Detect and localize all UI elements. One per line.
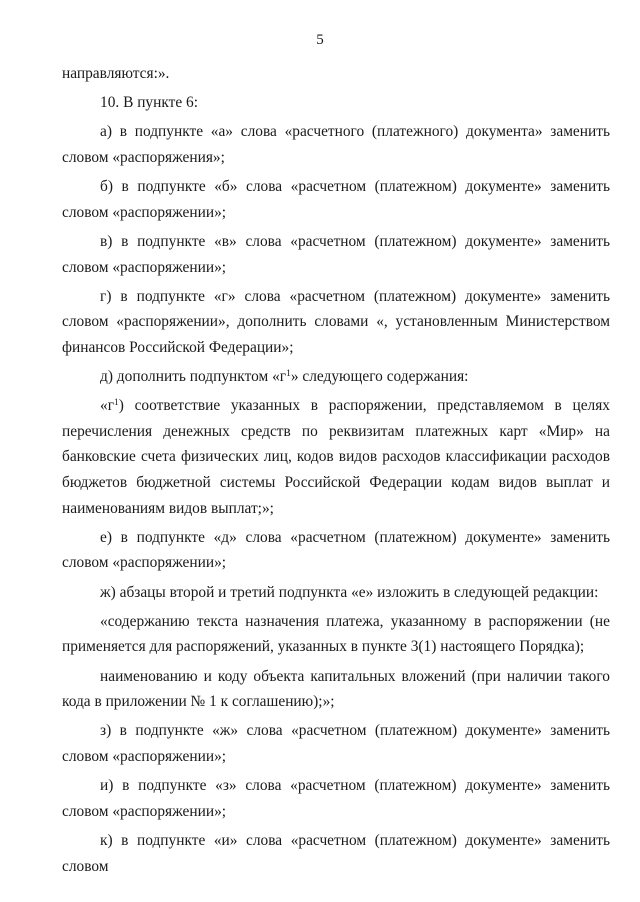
paragraph-item-10: 10. В пункте 6: (100, 94, 199, 112)
paragraph-text-part: ) соответствие указанных в распоряжении, представляемом в целях перечисления денежных средств по реквизитам платежных карт «Мир» на банковские счета физических лиц, кодов видов расходов классификации расходов бюджетов бюджетной системы Российской Федерации кодам видов выплат и наименованиям видов выплат;»; (62, 397, 610, 517)
paragraph-subitem-e: е) в подпункте «д» слова «расчетном (платежном) документе» заменить словом «распоряжении»; (62, 528, 610, 572)
document-body (62, 61, 610, 879)
paragraph-subitem-i: и) в подпункте «з» слова «расчетном (платежном) документе» заменить словом «распоряжении»; (62, 777, 610, 820)
paragraph-continuation: направляются:». (62, 65, 170, 82)
paragraph-subitem-zh: ж) абзацы второй и третий подпункта «е» изложить в следующей редакции: (100, 583, 599, 601)
paragraph-subitem-d (62, 364, 610, 390)
paragraph-subitem-v: в) в подпункте «в» слова «расчетном (платежном) документе» заменить словом «распоряжении»; (62, 232, 610, 276)
superscript-index: 1 (286, 369, 291, 380)
paragraph-text-part: «г (100, 397, 115, 415)
paragraph-subitem-a: а) в подпункте «а» слова «расчетного (платежного) документа» заменить словом «распоряжения»; (62, 123, 610, 166)
paragraph-subitem-b: б) в подпункте «б» слова «расчетном (платежном) документе» заменить словом «распоряжении»; (62, 178, 610, 221)
paragraph-subitem-z: з) в подпункте «ж» слова «расчетном (платежном) документе» заменить словом «распоряжении»; (62, 722, 610, 765)
paragraph-text-part: » следующего содержания: (290, 368, 469, 386)
page-number: 5 (316, 32, 324, 48)
paragraph-subitem-g: г) в подпункте «г» слова «расчетном (платежном) документе» заменить словом «распоряжении», дополнить словами «, установленным Министерством финансов Российской Федерации»; (62, 287, 610, 356)
paragraph-subitem-k: к) в подпункте «и» слова «расчетном (платежном) документе» заменить словом (62, 831, 610, 875)
paragraph-quote-g1 (62, 393, 610, 521)
paragraph-quote-object: наименованию и коду объекта капитальных вложений (при наличии такого кода в приложении № 1 к соглашению);»; (62, 667, 610, 711)
paragraph-quote-content: «содержанию текста назначения платежа, указанному в распоряжении (не применяется для распоряжений, указанных в пункте 3(1) настоящего Порядка); (62, 612, 610, 656)
paragraph-text-part: д) дополнить подпунктом «г (100, 368, 287, 386)
superscript-index: 1 (114, 398, 119, 409)
